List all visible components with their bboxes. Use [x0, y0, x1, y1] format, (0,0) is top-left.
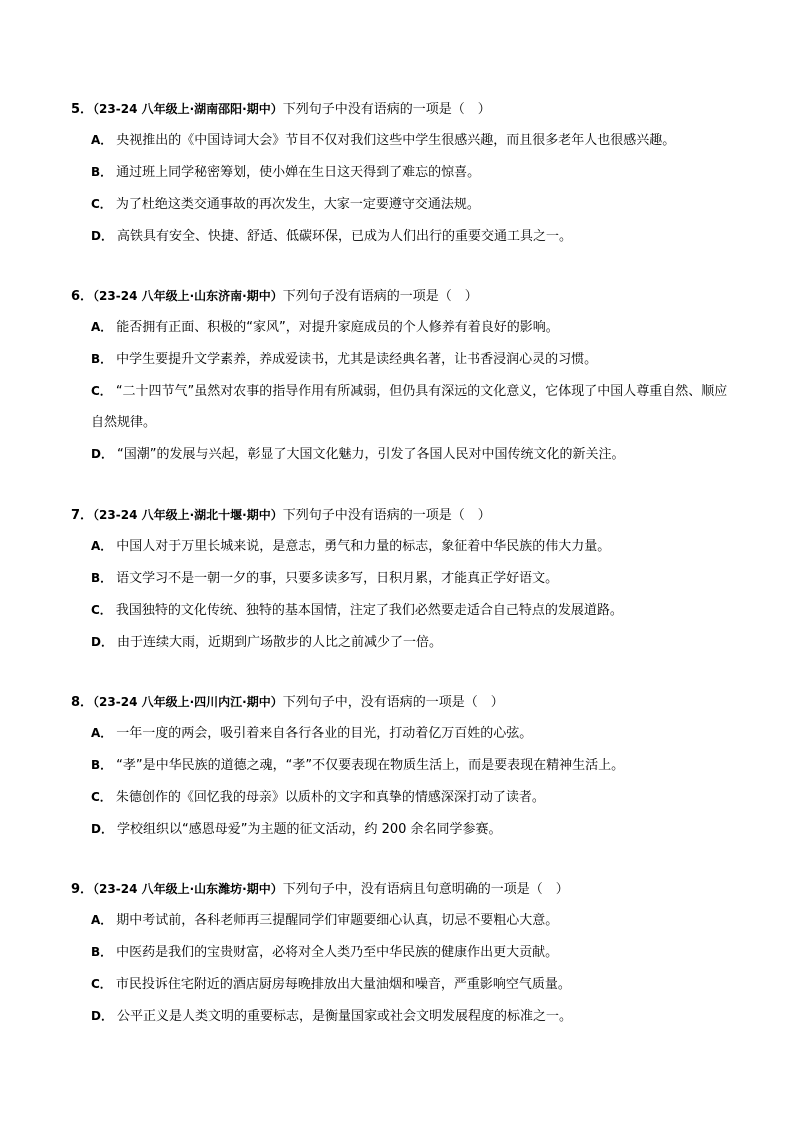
question-5: [71, 99, 731, 258]
question-text: 下列句子中没有语病的一项是（ ）: [282, 102, 491, 117]
option-b: B． 通过班上同学秘密筹划，使小婵在生日这天得到了难忘的惊喜。: [91, 165, 481, 180]
question-9: [71, 879, 731, 1038]
question-text: 下列句子中，没有语病的一项是（ ）: [282, 695, 504, 710]
option-a: A． 能否拥有正面、积极的“家风”，对提升家庭成员的个人修养有着良好的影响。: [91, 320, 559, 335]
question-stem: [71, 99, 731, 119]
question-number: 9．: [71, 882, 94, 897]
option-c: C． “二十四节气”虽然对农事的指导作用有所减弱，但仍具有深远的文化意义，它体现了中国人尊重自然、顺应自然规律。: [91, 384, 728, 430]
question-stem: [71, 692, 731, 712]
question-stem: [71, 505, 731, 525]
option-c: C． 我国独特的文化传统、独特的基本国情，注定了我们必然要走适合自己特点的发展道路。: [91, 603, 623, 618]
option-b: B． “孝”是中华民族的道德之魂，“孝”不仅要表现在物质生活上，而是要表现在精神生活上。: [91, 758, 625, 773]
option-c: C． 为了杜绝这类交通事故的再次发生，大家一定要遵守交通法规。: [91, 197, 480, 212]
question-text: 下列句子中，没有语病且句意明确的一项是（ ）: [282, 882, 569, 897]
option-d: D． 公平正义是人类文明的重要标志，是衡量国家或社会文明发展程度的标准之一。: [91, 1009, 572, 1024]
option-d: D． 高铁具有安全、快捷、舒适、低碳环保，已成为人们出行的重要交通工具之一。: [91, 229, 572, 244]
option-b: B． 语文学习不是一朝一夕的事，只要多读多写，日积月累，才能真正学好语文。: [91, 571, 559, 586]
option-a: A． 期中考试前，各科老师再三提醒同学们审题要细心认真，切忌不要粗心大意。: [91, 913, 559, 928]
question-source: （23-24 八年级上·湖北十堰·期中）: [93, 508, 283, 522]
question-6: [71, 286, 731, 476]
question-number: 7．: [71, 508, 94, 523]
option-d: D． 学校组织以“感恩母爱”为主题的征文活动，约 200 余名同学参赛。: [91, 822, 502, 837]
option-b: B． 中医药是我们的宝贵财富，必将对全人类乃至中华民族的健康作出更大贡献。: [91, 945, 559, 960]
options-list: [91, 910, 731, 1027]
question-number: 5．: [71, 102, 94, 117]
question-number: 8．: [71, 695, 94, 710]
question-number: 6．: [71, 289, 94, 304]
question-text: 下列句子没有语病的一项是（ ）: [282, 289, 478, 304]
question-source: （23-24 八年级上·四川内江·期中）: [93, 695, 283, 709]
option-a: A． 中国人对于万里长城来说，是意志，勇气和力量的标志，象征着中华民族的伟大力量。: [91, 539, 611, 554]
question-stem: [71, 286, 731, 306]
option-d: D． 由于连续大雨，近期到广场散步的人比之前减少了一倍。: [91, 635, 442, 650]
question-source: （23-24 八年级上·湖南邵阳·期中）: [93, 102, 283, 116]
question-8: [71, 692, 731, 851]
question-text: 下列句子中没有语病的一项是（ ）: [282, 508, 491, 523]
option-c: C． 市民投诉住宅附近的酒店厨房每晚排放出大量油烟和噪音，严重影响空气质量。: [91, 977, 571, 992]
option-a: A． 央视推出的《中国诗词大会》节目不仅对我们这些中学生很感兴趣，而且很多老年人也很感兴趣。: [91, 133, 676, 148]
question-7: [71, 505, 731, 664]
option-b: B． 中学生要提升文学素养，养成爱读书，尤其是读经典名著，让书香浸润心灵的习惯。: [91, 352, 598, 367]
question-stem: [71, 879, 731, 899]
question-source: （23-24 八年级上·山东潍坊·期中）: [93, 882, 283, 896]
question-source: （23-24 八年级上·山东济南·期中）: [93, 289, 283, 303]
option-c: C． 朱德创作的《回忆我的母亲》以质朴的文字和真挚的情感深深打动了读者。: [91, 790, 545, 805]
options-list: [91, 130, 731, 247]
options-list: [91, 317, 731, 465]
option-a: A． 一年一度的两会，吸引着来自各行各业的目光，打动着亿万百姓的心弦。: [91, 726, 533, 741]
options-list: [91, 723, 731, 840]
option-d: D． “国潮”的发展与兴起，彰显了大国文化魅力，引发了各国人民对中国传统文化的新关注。: [91, 447, 625, 462]
options-list: [91, 536, 731, 653]
